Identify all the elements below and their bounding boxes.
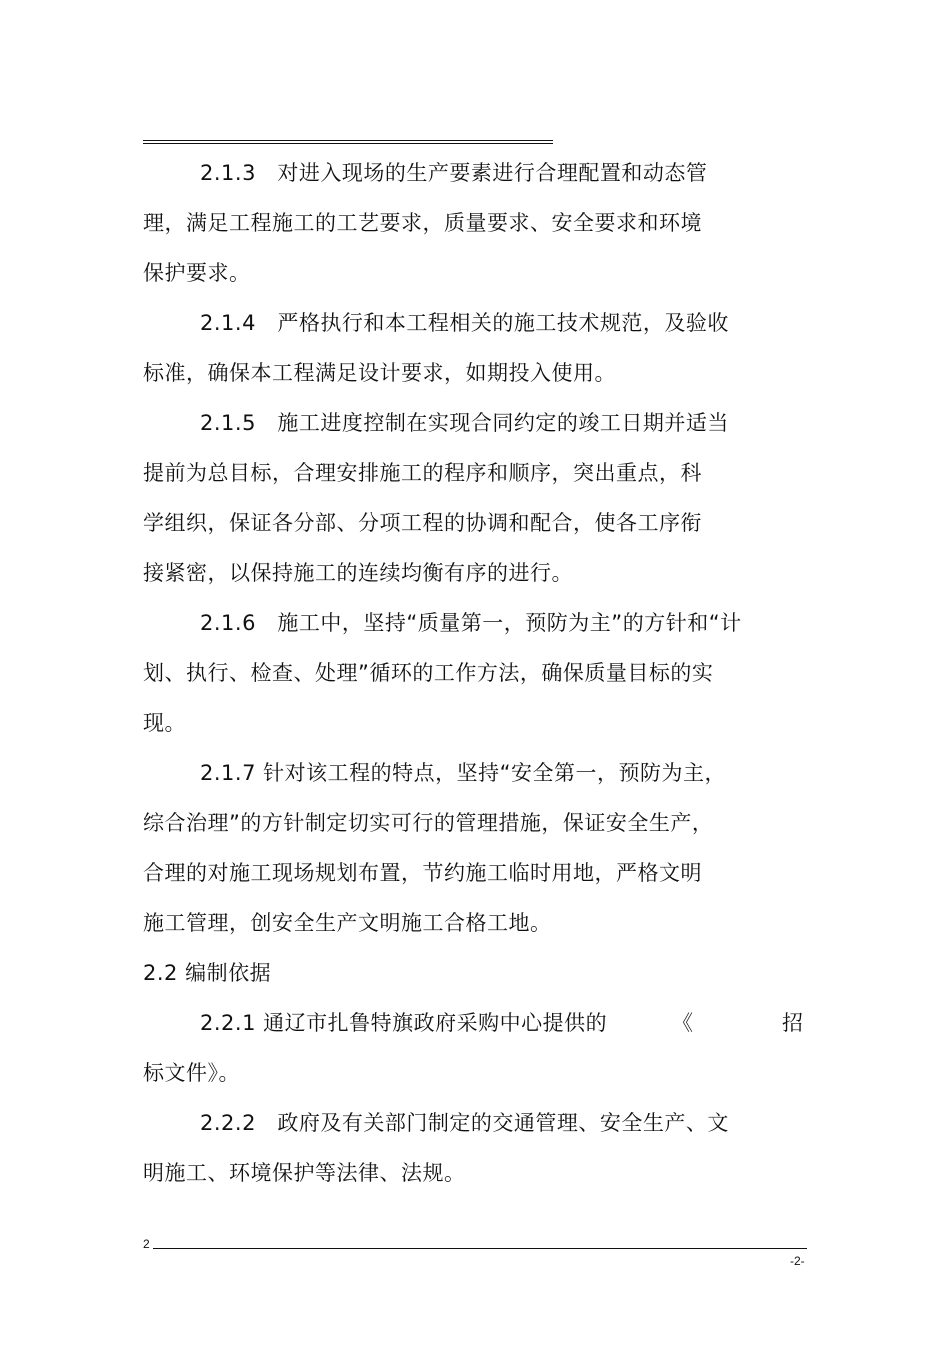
para-2-1-5-line1: 2.1.5 施工进度控制在实现合同约定的竣工日期并适当: [200, 411, 729, 435]
para-2-1-4-line2: 标准，确保本工程满足设计要求，如期投入使用。: [143, 361, 616, 385]
para-2-1-7-line2: 综合治理”的方针制定切实可行的管理措施，保证安全生产，: [143, 811, 714, 835]
para-2-1-5-line3: 学组织，保证各分部、分项工程的协调和配合，使各工序衔: [143, 511, 702, 535]
para-2-2-1-right-word: 招: [782, 1011, 804, 1035]
header-double-rule: [143, 140, 553, 144]
para-2-1-7-line3: 合理的对施工现场规划布置，节约施工临时用地，严格文明: [143, 861, 702, 885]
page-number: -2-: [790, 1254, 805, 1268]
para-2-2-1-line1: 2.2.1 通辽市扎鲁特旗政府采购中心提供的: [200, 1011, 608, 1035]
para-2-1-3-line2: 理，满足工程施工的工艺要求，质量要求、安全要求和环境: [143, 211, 702, 235]
para-2-1-4-line1: 2.1.4 严格执行和本工程相关的施工技术规范，及验收: [200, 311, 729, 335]
para-2-1-5-line2: 提前为总目标，合理安排施工的程序和顺序，突出重点，科: [143, 461, 702, 485]
section-heading-2-2: 2.2 编制依据: [143, 961, 272, 985]
para-2-2-1-line2: 标文件》。: [143, 1061, 240, 1085]
para-2-2-2-line2: 明施工、环境保护等法律、法规。: [143, 1161, 466, 1185]
para-2-1-6-line1: 2.1.6 施工中，坚持“质量第一，预防为主”的方针和“计: [200, 611, 742, 635]
para-2-1-7-line4: 施工管理，创安全生产文明施工合格工地。: [143, 911, 552, 935]
para-2-1-3-line3: 保护要求。: [143, 261, 251, 285]
para-2-2-1-left-bracket: 《: [672, 1011, 694, 1035]
para-2-1-6-line2: 划、执行、检查、处理”循环的工作方法，确保质量目标的实: [143, 661, 714, 685]
para-2-1-3-line1: 2.1.3 对进入现场的生产要素进行合理配置和动态管: [200, 161, 708, 185]
para-2-1-5-line4: 接紧密，以保持施工的连续均衡有序的进行。: [143, 561, 573, 585]
para-2-1-7-line1: 2.1.7 针对该工程的特点，坚持“安全第一，预防为主，: [200, 761, 726, 785]
footer-rule: [153, 1248, 807, 1249]
footer-section-number: 2: [143, 1237, 150, 1251]
para-2-1-6-line3: 现。: [143, 711, 186, 735]
para-2-2-2-line1: 2.2.2 政府及有关部门制定的交通管理、安全生产、文: [200, 1111, 729, 1135]
